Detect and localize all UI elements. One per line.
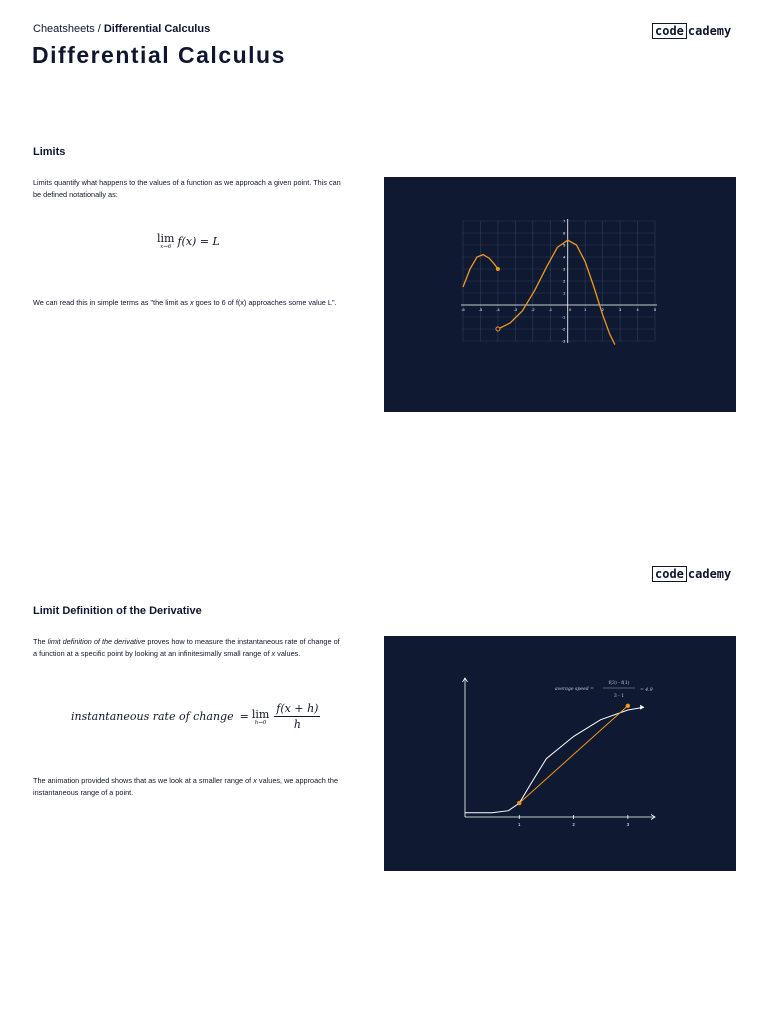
x-tick-label: 1 — [584, 308, 587, 312]
function-curve — [465, 707, 644, 813]
secant-line — [519, 706, 628, 803]
x-tick-label: -2 — [531, 308, 535, 312]
logo-rest-text-page2: cademy — [687, 567, 732, 581]
breadcrumb-separator: / — [97, 23, 101, 35]
derivative-formula-equals: = — [239, 710, 249, 723]
derivative-animation-b: values, we approach the instantaneous range of a point. — [33, 776, 339, 797]
limits-graph — [384, 177, 736, 412]
section-heading-limits: Limits — [33, 146, 66, 158]
limits-graph-panel — [384, 177, 736, 412]
annotation-label: average speed = — [554, 687, 594, 692]
derivative-lim-word: lim — [251, 707, 270, 721]
lim-subscript: x→6 — [160, 244, 172, 250]
x-tick-label: 5 — [653, 308, 657, 312]
annotation-denominator: 3 - 1 — [613, 694, 625, 699]
logo-box-text: code — [652, 23, 687, 39]
derivative-animation-text — [33, 775, 343, 799]
derivative-intro-text — [33, 636, 343, 660]
x-tick-label: -3 — [513, 308, 518, 312]
x-tick-label: 3 — [626, 822, 630, 827]
x-tick-label: 4 — [636, 308, 639, 312]
derivative-intro-a: The — [33, 637, 48, 646]
derivative-formula-lhs: instantaneous rate of change — [71, 710, 234, 723]
breadcrumb-current: Differential Calculus — [103, 23, 211, 35]
limit-operator — [157, 232, 174, 250]
limit-formula — [157, 232, 220, 250]
y-tick-label: 3 — [563, 267, 566, 272]
limits-reading-text — [33, 297, 343, 309]
derivative-graph-panel — [384, 636, 736, 871]
derivative-lim-subscript: h→0 — [254, 719, 267, 726]
codecademy-logo[interactable] — [652, 23, 731, 39]
derivative-intro-b: proves how to measure the instantaneous rate of change of a function at a specific point by looking at an infinitesimally small range of — [33, 637, 340, 658]
annotation-numerator: f(3) - f(1) — [608, 681, 630, 686]
x-tick-label: -5 — [478, 308, 483, 312]
open-point — [496, 327, 500, 331]
derivative-numerator: f(x + h) — [276, 702, 319, 715]
derivative-limit-operator — [252, 708, 269, 726]
secant-point-start — [517, 801, 521, 805]
x-tick-label: -1 — [548, 308, 552, 312]
section-heading-derivative: Limit Definition of the Derivative — [33, 605, 202, 617]
x-tick-label: 0 — [569, 308, 572, 312]
closed-point — [496, 267, 500, 271]
y-tick-label: -2 — [561, 327, 566, 332]
y-tick-label: 5 — [563, 243, 566, 248]
breadcrumb-cheatsheets-link[interactable]: Cheatsheets — [33, 23, 95, 35]
derivative-intro-var: x — [271, 649, 276, 658]
x-tick-label: -4 — [496, 308, 500, 312]
x-tick-label: 2 — [601, 308, 604, 312]
y-tick-label: 7 — [563, 219, 566, 224]
x-tick-label: -6 — [461, 308, 465, 312]
derivative-animation-var: x — [253, 776, 257, 785]
x-tick-label: 3 — [619, 308, 622, 312]
breadcrumb — [33, 23, 210, 35]
x-tick-label: 2 — [572, 822, 575, 827]
y-tick-label: 4 — [563, 255, 566, 260]
limits-intro-text: Limits quantify what happens to the values of a function as we approach a given point. This can be defined notationally as: — [33, 178, 341, 199]
derivative-intro-em: limit definition of the derivative — [47, 637, 146, 646]
derivative-intro-c: values. — [275, 649, 301, 658]
lim-word: lim — [157, 232, 175, 245]
derivative-graph — [384, 636, 736, 871]
limit-formula-body: f(x) = L — [177, 234, 220, 248]
y-tick-label: 1 — [563, 291, 566, 296]
limits-reading-a: We can read this in simple terms as "the limit as — [33, 298, 190, 307]
y-tick-label: -3 — [561, 339, 566, 344]
x-tick-label: 1 — [518, 822, 521, 827]
logo-rest-text: cademy — [687, 24, 732, 38]
derivative-denominator: h — [293, 718, 301, 731]
derivative-animation-a: The animation provided shows that as we look at a smaller range of — [33, 776, 254, 785]
y-tick-label: 2 — [563, 279, 566, 284]
annotation-result: = 4.9 — [640, 688, 653, 693]
page-title: Differential Calculus — [32, 42, 286, 68]
codecademy-logo-page2[interactable] — [652, 566, 731, 582]
curve-arrowhead — [640, 705, 644, 710]
y-tick-label: 6 — [563, 231, 566, 236]
derivative-formula — [71, 702, 320, 731]
limits-reading-var: x — [189, 298, 194, 307]
logo-box-text-page2: code — [652, 566, 687, 582]
limits-reading-b: goes to 6 of f(x) approaches some value L". — [193, 298, 337, 307]
y-tick-label: -1 — [561, 315, 566, 320]
derivative-fraction — [274, 702, 320, 731]
secant-point-end — [626, 704, 630, 708]
